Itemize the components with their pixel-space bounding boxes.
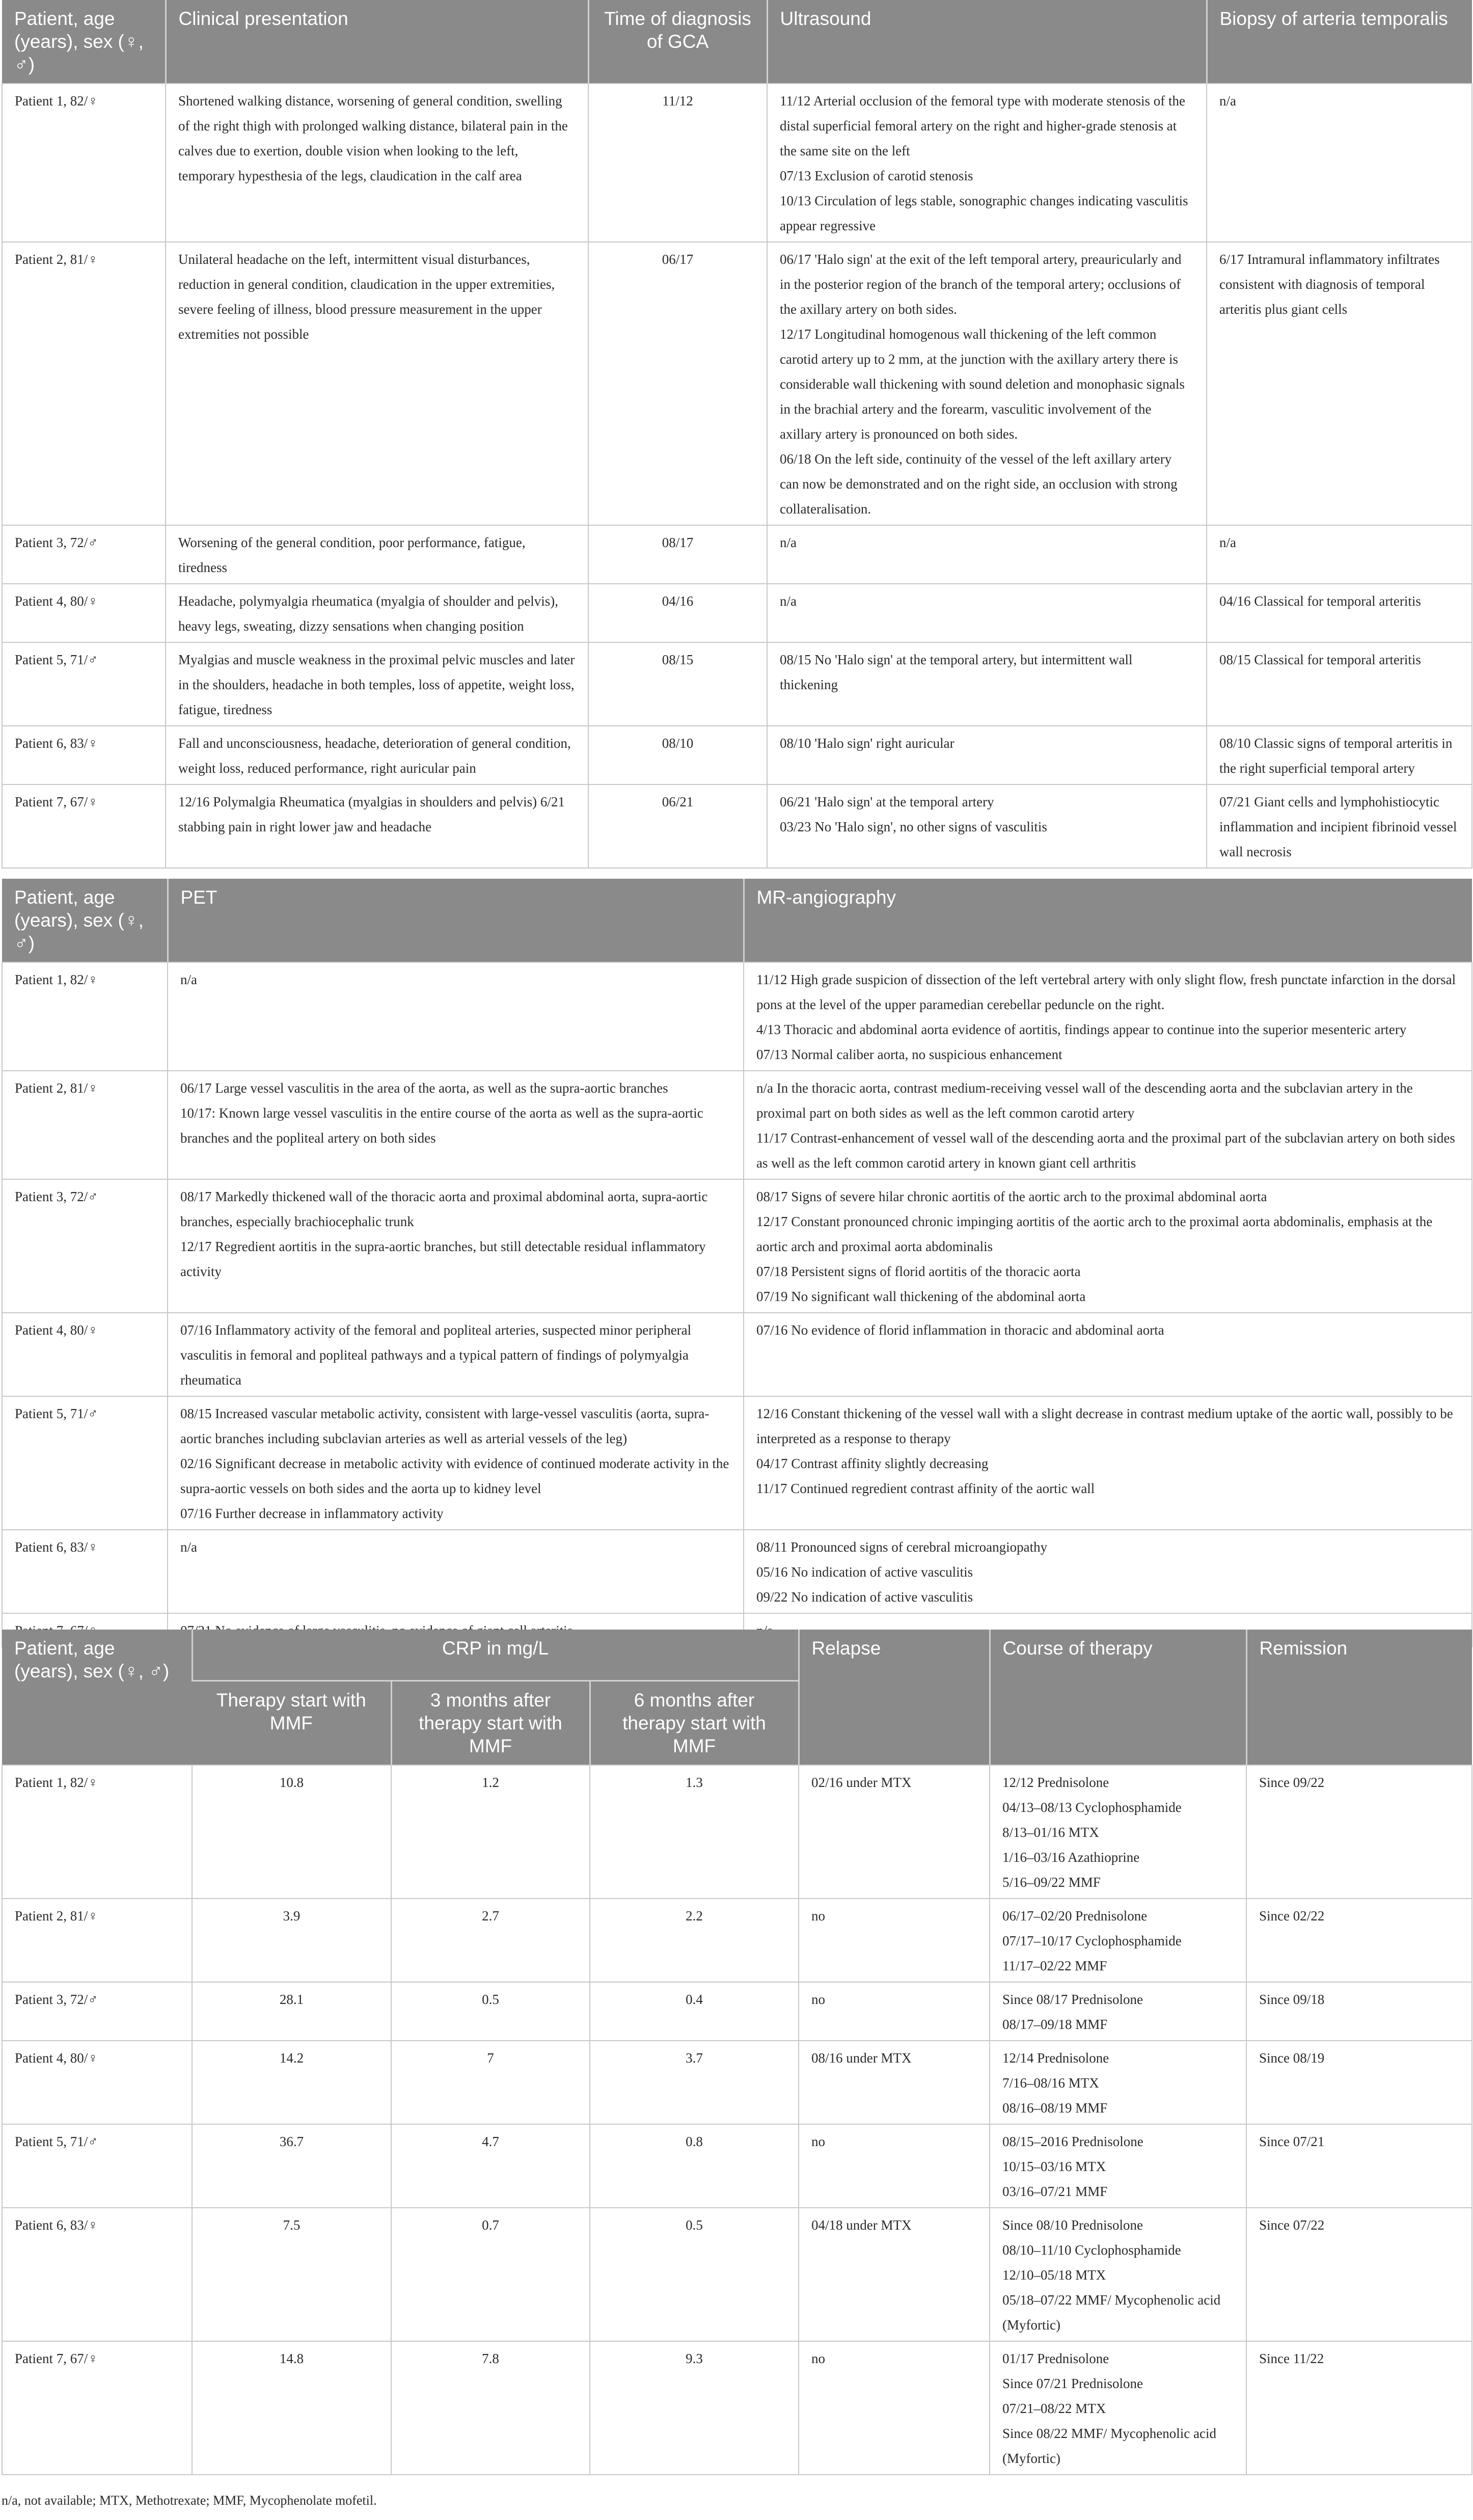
cell-clinical-presentation: Shortened walking distance, worsening of general condition, swelling of the right thigh with prolonged walking distance, bilateral pain in the calves due to exertion, double vision when looking to the left, temporary hypesthesia of the legs, claudication in the calf area [166, 84, 588, 242]
cell-crp-6-months: 1.3 [590, 1765, 799, 1899]
cell-pet-line: 06/17 Large vessel vasculitis in the area of the aorta, as well as the supra-aortic branches [180, 1080, 668, 1096]
cell-pet-line: 12/17 Regredient aortitis in the supra-aortic branches, but still detectable residual inflammatory activity [180, 1239, 706, 1280]
cell-course-of-therapy-line: 06/17–02/20 Prednisolone [1002, 1908, 1148, 1923]
cell-ultrasound-line: 06/18 On the left side, continuity of the vessel of the left axillary artery can now be demonstrated and on the right side, an occlusion with strong collateralisation. [780, 451, 1178, 517]
cell-crp-6-months: 9.3 [590, 2341, 799, 2475]
cell-patient: Patient 6, 83/♀ [2, 2208, 192, 2341]
cell-relapse: no [799, 2341, 990, 2475]
table1-body [2, 84, 1472, 868]
cell-ultrasound-line: 03/23 No 'Halo sign', no other signs of vasculitis [780, 819, 1047, 835]
cell-time-of-diagnosis: 11/12 [588, 84, 767, 242]
table-row [2, 1313, 1472, 1396]
cell-course-of-therapy-line: 01/17 Prednisolone [1002, 2350, 1109, 2366]
table-row [2, 1982, 1472, 2041]
cell-pet-line: 10/17: Known large vessel vasculitis in the entire course of the aorta as well as the supra-aortic branches and the popliteal artery on both sides [180, 1105, 703, 1146]
table3-body [2, 1765, 1472, 2475]
cell-mr-angiography-line: 11/17 Continued regredient contrast affinity of the aortic wall [756, 1481, 1095, 1497]
table2-body [2, 962, 1472, 1647]
cell-relapse: 08/16 under MTX [799, 2041, 990, 2124]
cell-clinical-presentation: Headache, polymyalgia rheumatica (myalgia of shoulder and pelvis), heavy legs, sweating, dizzy sensations when changing position [166, 584, 588, 642]
cell-ultrasound-line: 10/13 Circulation of legs stable, sonographic changes indicating vasculitis appear regressive [780, 193, 1188, 234]
cell-course-of-therapy-line: 08/16–08/19 MMF [1002, 2100, 1108, 2116]
cell-remission: Since 09/22 [1246, 1765, 1472, 1899]
cell-mr-angiography-line: 05/16 No indication of active vasculitis [756, 1564, 973, 1580]
cell-clinical-presentation: 12/16 Polymalgia Rheumatica (myalgias in shoulders and pelvis) 6/21 stabbing pain in right lower jaw and headache [166, 784, 588, 868]
table3-header-row [2, 1630, 1472, 1681]
cell-patient: Patient 4, 80/♀ [2, 584, 166, 642]
cell-mr-angiography-line: 11/12 High grade suspicion of dissection of the left vertebral artery with only slight flow, fresh punctate infarction in the dorsal pons at the level of the upper paramedian cerebellar peduncle on the right. [756, 972, 1456, 1013]
table-row [2, 784, 1472, 868]
cell-crp-therapy-start: 36.7 [192, 2124, 391, 2208]
cell-course-of-therapy-line: Since 07/21 Prednisolone [1002, 2375, 1143, 2391]
table-row [2, 2041, 1472, 2124]
cell-course-of-therapy-line: 07/21–08/22 MTX [1002, 2400, 1106, 2416]
cell-course-of-therapy [990, 1899, 1246, 1982]
cell-relapse: no [799, 2124, 990, 2208]
table-row [2, 2341, 1472, 2475]
header-clinical-presentation: Clinical presentation [166, 0, 588, 84]
table-row [2, 242, 1472, 525]
cell-ultrasound-line: 08/10 'Halo sign' right auricular [780, 736, 954, 751]
table-footnote: n/a, not available; MTX, Methotrexate; MMF, Mycophenolate mofetil. [2, 2493, 377, 2508]
cell-course-of-therapy-line: Since 08/10 Prednisolone [1002, 2217, 1143, 2233]
cell-mr-angiography-line: 07/18 Persistent signs of florid aortitis of the thoracic aorta [756, 1264, 1081, 1280]
cell-crp-6-months: 3.7 [590, 2041, 799, 2124]
header-time-of-diagnosis: Time of diagnosis of GCA [588, 0, 767, 84]
cell-course-of-therapy-line: Since 08/22 MMF/ Mycophenolic acid (Myfortic) [1002, 2425, 1216, 2466]
cell-crp-therapy-start: 14.8 [192, 2341, 391, 2475]
cell-course-of-therapy [990, 2124, 1246, 2208]
cell-course-of-therapy-line: 08/15–2016 Prednisolone [1002, 2133, 1143, 2149]
table1-header-row [2, 0, 1472, 84]
cell-ultrasound [767, 784, 1207, 868]
cell-time-of-diagnosis: 08/17 [588, 525, 767, 584]
cell-crp-3-months: 7.8 [391, 2341, 590, 2475]
cell-ultrasound-line: 06/17 'Halo sign' at the exit of the left temporal artery, preauricularly and in the posterior region of the branch of the temporal artery; occlusions of the axillary artery on both sides. [780, 252, 1182, 317]
cell-mr-angiography [744, 1071, 1472, 1179]
cell-course-of-therapy [990, 2041, 1246, 2124]
cell-mr-angiography-line: 08/11 Pronounced signs of cerebral microangiopathy [756, 1539, 1048, 1555]
cell-patient: Patient 4, 80/♀ [2, 1313, 168, 1396]
cell-patient: Patient 3, 72/♂ [2, 525, 166, 584]
cell-ultrasound-line: 07/13 Exclusion of carotid stenosis [780, 168, 973, 184]
cell-course-of-therapy-line: 7/16–08/16 MTX [1002, 2075, 1099, 2091]
cell-patient: Patient 5, 71/♂ [2, 2124, 192, 2208]
cell-clinical-presentation: Worsening of the general condition, poor performance, fatigue, tiredness [166, 525, 588, 584]
cell-ultrasound [767, 242, 1207, 525]
cell-time-of-diagnosis: 08/10 [588, 726, 767, 784]
table-pet-mr-angiography [2, 879, 1472, 1647]
header-crp-6-months: 6 months after therapy start with MMF [590, 1681, 799, 1765]
cell-crp-3-months: 7 [391, 2041, 590, 2124]
cell-patient: Patient 2, 81/♀ [2, 1899, 192, 1982]
cell-patient: Patient 2, 81/♀ [2, 242, 166, 525]
cell-patient: Patient 2, 81/♀ [2, 1071, 168, 1179]
cell-crp-3-months: 2.7 [391, 1899, 590, 1982]
table-row [2, 2124, 1472, 2208]
cell-mr-angiography-line: 07/13 Normal caliber aorta, no suspicious enhancement [756, 1047, 1062, 1063]
header-crp: CRP in mg/L [192, 1630, 799, 1681]
cell-patient: Patient 1, 82/♀ [2, 84, 166, 242]
cell-ultrasound [767, 726, 1207, 784]
cell-biopsy: n/a [1207, 525, 1472, 584]
cell-clinical-presentation: Myalgias and muscle weakness in the proximal pelvic muscles and later in the shoulders, headache in both temples, loss of appetite, weight loss, fatigue, tiredness [166, 642, 588, 726]
cell-patient: Patient 7, 67/♀ [2, 784, 166, 868]
cell-patient: Patient 1, 82/♀ [2, 962, 168, 1071]
cell-relapse: 02/16 under MTX [799, 1765, 990, 1899]
cell-pet-line: 07/16 Inflammatory activity of the femoral and popliteal arteries, suspected minor peripheral vasculitis in femoral and popliteal pathways and a typical pattern of findings of polymyalgia rheumatica [180, 1322, 692, 1388]
table-row [2, 1071, 1472, 1179]
cell-course-of-therapy-line: 03/16–07/21 MMF [1002, 2183, 1108, 2199]
cell-mr-angiography-line: 07/19 No significant wall thickening of the abdominal aorta [756, 1289, 1086, 1305]
cell-patient: Patient 5, 71/♂ [2, 642, 166, 726]
header-patient: Patient, age (years), sex (♀, ♂) [2, 879, 168, 962]
cell-biopsy: n/a [1207, 84, 1472, 242]
header-relapse: Relapse [799, 1630, 990, 1765]
cell-course-of-therapy-line: 12/14 Prednisolone [1002, 2050, 1109, 2066]
table-row [2, 584, 1472, 642]
cell-course-of-therapy-line: 04/13–08/13 Cyclophosphamide [1002, 1799, 1182, 1815]
cell-biopsy: 07/21 Giant cells and lymphohistiocytic inflammation and incipient fibrinoid vessel wall necrosis [1207, 784, 1472, 868]
header-patient: Patient, age (years), sex (♀, ♂) [2, 1630, 192, 1765]
header-biopsy: Biopsy of arteria temporalis [1207, 0, 1472, 84]
cell-course-of-therapy-line: 5/16–09/22 MMF [1002, 1874, 1101, 1890]
cell-mr-angiography [744, 1530, 1472, 1613]
cell-remission: Since 09/18 [1246, 1982, 1472, 2041]
cell-biopsy: 08/10 Classic signs of temporal arteritis in the right superficial temporal artery [1207, 726, 1472, 784]
cell-mr-angiography [744, 1313, 1472, 1396]
cell-remission: Since 02/22 [1246, 1899, 1472, 1982]
cell-ultrasound [767, 642, 1207, 726]
cell-ultrasound [767, 584, 1207, 642]
cell-mr-angiography-line: 12/17 Constant pronounced chronic impinging aortitis of the aortic arch to the proximal aorta abdominalis, emphasis at the aortic arch and proximal aorta abdominalis [756, 1214, 1433, 1255]
cell-time-of-diagnosis: 06/17 [588, 242, 767, 525]
cell-ultrasound-line: n/a [780, 593, 797, 609]
cell-pet-line: n/a [180, 1539, 197, 1555]
table-row [2, 726, 1472, 784]
table-crp-therapy [2, 1630, 1472, 2475]
table-row [2, 962, 1472, 1071]
cell-ultrasound-line: n/a [780, 535, 797, 551]
cell-ultrasound [767, 525, 1207, 584]
cell-course-of-therapy-line: 07/17–10/17 Cyclophosphamide [1002, 1933, 1182, 1948]
cell-course-of-therapy-line: 1/16–03/16 Azathioprine [1002, 1849, 1140, 1865]
table-row [2, 2208, 1472, 2341]
cell-time-of-diagnosis: 08/15 [588, 642, 767, 726]
cell-time-of-diagnosis: 06/21 [588, 784, 767, 868]
header-patient: Patient, age (years), sex (♀, ♂) [2, 0, 166, 84]
header-mr-angiography: MR-angiography [744, 879, 1472, 962]
cell-pet [168, 1179, 744, 1313]
cell-patient: Patient 3, 72/♂ [2, 1982, 192, 2041]
cell-crp-therapy-start: 10.8 [192, 1765, 391, 1899]
cell-biopsy: 04/16 Classical for temporal arteritis [1207, 584, 1472, 642]
cell-crp-6-months: 2.2 [590, 1899, 799, 1982]
header-course-of-therapy: Course of therapy [990, 1630, 1246, 1765]
cell-patient: Patient 7, 67/♀ [2, 2341, 192, 2475]
header-crp-therapy-start: Therapy start with MMF [192, 1681, 391, 1765]
cell-remission: Since 08/19 [1246, 2041, 1472, 2124]
cell-relapse: no [799, 1899, 990, 1982]
cell-crp-therapy-start: 14.2 [192, 2041, 391, 2124]
cell-course-of-therapy [990, 2341, 1246, 2475]
cell-biopsy: 6/17 Intramural inflammatory infiltrates consistent with diagnosis of temporal arteritis plus giant cells [1207, 242, 1472, 525]
cell-pet-line: 08/17 Markedly thickened wall of the thoracic aorta and proximal abdominal aorta, supra-aortic branches, especially brachiocephalic trunk [180, 1189, 708, 1230]
table-row [2, 1179, 1472, 1313]
cell-course-of-therapy-line: 08/10–11/10 Cyclophosphamide [1002, 2242, 1181, 2258]
cell-course-of-therapy-line: 05/18–07/22 MMF/ Mycophenolic acid (Myfortic) [1002, 2292, 1221, 2333]
cell-crp-therapy-start: 3.9 [192, 1899, 391, 1982]
header-pet: PET [168, 879, 744, 962]
header-remission: Remission [1246, 1630, 1472, 1765]
cell-course-of-therapy-line: 08/17–09/18 MMF [1002, 2016, 1108, 2032]
cell-remission: Since 07/21 [1246, 2124, 1472, 2208]
cell-pet [168, 1313, 744, 1396]
cell-crp-3-months: 1.2 [391, 1765, 590, 1899]
cell-pet [168, 1396, 744, 1530]
cell-patient: Patient 1, 82/♀ [2, 1765, 192, 1899]
cell-pet-line: 07/16 Further decrease in inflammatory activity [180, 1506, 444, 1522]
cell-mr-angiography-line: 09/22 No indication of active vasculitis [756, 1589, 973, 1605]
cell-crp-therapy-start: 7.5 [192, 2208, 391, 2341]
cell-course-of-therapy-line: 12/10–05/18 MTX [1002, 2267, 1106, 2283]
table-row [2, 525, 1472, 584]
cell-mr-angiography-line: 04/17 Contrast affinity slightly decreasing [756, 1456, 989, 1472]
cell-mr-angiography [744, 962, 1472, 1071]
cell-time-of-diagnosis: 04/16 [588, 584, 767, 642]
cell-clinical-presentation: Unilateral headache on the left, intermittent visual disturbances, reduction in general condition, claudication in the upper extremities, severe feeling of illness, blood pressure measurement in the upper extremities not possible [166, 242, 588, 525]
cell-course-of-therapy-line: Since 08/17 Prednisolone [1002, 1991, 1143, 2007]
cell-crp-6-months: 0.8 [590, 2124, 799, 2208]
cell-patient: Patient 6, 83/♀ [2, 726, 166, 784]
cell-mr-angiography [744, 1179, 1472, 1313]
cell-clinical-presentation: Fall and unconsciousness, headache, deterioration of general condition, weight loss, reduced performance, right auricular pain [166, 726, 588, 784]
cell-ultrasound-line: 12/17 Longitudinal homogenous wall thickening of the left common carotid artery up to 2 mm, at the junction with the axillary artery there is considerable wall thickening with sound deletion and monophasic signals in the brachial artery and the forearm, vasculitic involvement of the axillary artery is pronounced on both sides. [780, 327, 1185, 442]
cell-ultrasound-line: 11/12 Arterial occlusion of the femoral type with moderate stenosis of the distal superficial femoral artery on the right and higher-grade stenosis at the same site on the left [780, 93, 1186, 159]
cell-pet [168, 1071, 744, 1179]
cell-course-of-therapy-line: 11/17–02/22 MMF [1002, 1958, 1107, 1973]
cell-crp-6-months: 0.5 [590, 2208, 799, 2341]
cell-ultrasound-line: 06/21 'Halo sign' at the temporal artery [780, 794, 994, 810]
cell-mr-angiography-line: 11/17 Contrast-enhancement of vessel wall of the descending aorta and the proximal part of the subclavian artery on both sides as well as the left common carotid artery in known giant cell arthritis [756, 1130, 1455, 1171]
cell-crp-therapy-start: 28.1 [192, 1982, 391, 2041]
cell-patient: Patient 4, 80/♀ [2, 2041, 192, 2124]
cell-remission: Since 07/22 [1246, 2208, 1472, 2341]
cell-pet-line: 08/15 Increased vascular metabolic activity, consistent with large-vessel vasculitis (aorta, supra-aortic branches including subclavian arteries as well as arterial vessels of the leg) [180, 1406, 710, 1447]
header-ultrasound: Ultrasound [767, 0, 1207, 84]
cell-crp-3-months: 0.7 [391, 2208, 590, 2341]
cell-mr-angiography [744, 1396, 1472, 1530]
cell-relapse: no [799, 1982, 990, 2041]
table-row [2, 84, 1472, 242]
header-crp-3-months: 3 months after therapy start with MMF [391, 1681, 590, 1765]
table2-header-row [2, 879, 1472, 962]
cell-mr-angiography-line: 07/16 No evidence of florid inflammation in thoracic and abdominal aorta [756, 1322, 1164, 1338]
cell-biopsy: 08/15 Classical for temporal arteritis [1207, 642, 1472, 726]
cell-ultrasound-line: 08/15 No 'Halo sign' at the temporal artery, but intermittent wall thickening [780, 652, 1133, 693]
table-row [2, 1530, 1472, 1613]
cell-pet [168, 962, 744, 1071]
cell-relapse: 04/18 under MTX [799, 2208, 990, 2341]
cell-mr-angiography-line: 4/13 Thoracic and abdominal aorta evidence of aortitis, findings appear to continue into the superior mesenteric artery [756, 1022, 1407, 1038]
cell-mr-angiography-line: 08/17 Signs of severe hilar chronic aortitis of the aortic arch to the proximal abdominal aorta [756, 1189, 1267, 1205]
cell-course-of-therapy [990, 1765, 1246, 1899]
cell-pet-line: 02/16 Significant decrease in metabolic activity with evidence of continued moderate activity in the supra-aortic vessels on both sides and the aorta up to kidney level [180, 1456, 729, 1497]
cell-remission: Since 11/22 [1246, 2341, 1472, 2475]
cell-course-of-therapy [990, 2208, 1246, 2341]
cell-crp-3-months: 0.5 [391, 1982, 590, 2041]
table-row [2, 1396, 1472, 1530]
cell-mr-angiography-line: 12/16 Constant thickening of the vessel wall with a slight decrease in contrast medium uptake of the aortic wall, possibly to be interpreted as a response to therapy [756, 1406, 1453, 1447]
cell-patient: Patient 6, 83/♀ [2, 1530, 168, 1613]
table-row [2, 1899, 1472, 1982]
cell-crp-6-months: 0.4 [590, 1982, 799, 2041]
cell-course-of-therapy-line: 8/13–01/16 MTX [1002, 1824, 1099, 1840]
cell-pet [168, 1530, 744, 1613]
cell-mr-angiography-line: n/a In the thoracic aorta, contrast medium-receiving vessel wall of the descending aorta and the subclavian artery in the proximal part on both sides as well as the left common carotid artery [756, 1080, 1413, 1121]
table-row [2, 642, 1472, 726]
cell-course-of-therapy [990, 1982, 1246, 2041]
cell-course-of-therapy-line: 10/15–03/16 MTX [1002, 2158, 1106, 2174]
cell-pet-line: n/a [180, 972, 197, 988]
table-row [2, 1765, 1472, 1899]
cell-patient: Patient 3, 72/♂ [2, 1179, 168, 1313]
cell-ultrasound [767, 84, 1207, 242]
table-clinical-ultrasound-biopsy [2, 0, 1472, 869]
cell-course-of-therapy-line: 12/12 Prednisolone [1002, 1774, 1109, 1790]
cell-crp-3-months: 4.7 [391, 2124, 590, 2208]
cell-patient: Patient 5, 71/♂ [2, 1396, 168, 1530]
